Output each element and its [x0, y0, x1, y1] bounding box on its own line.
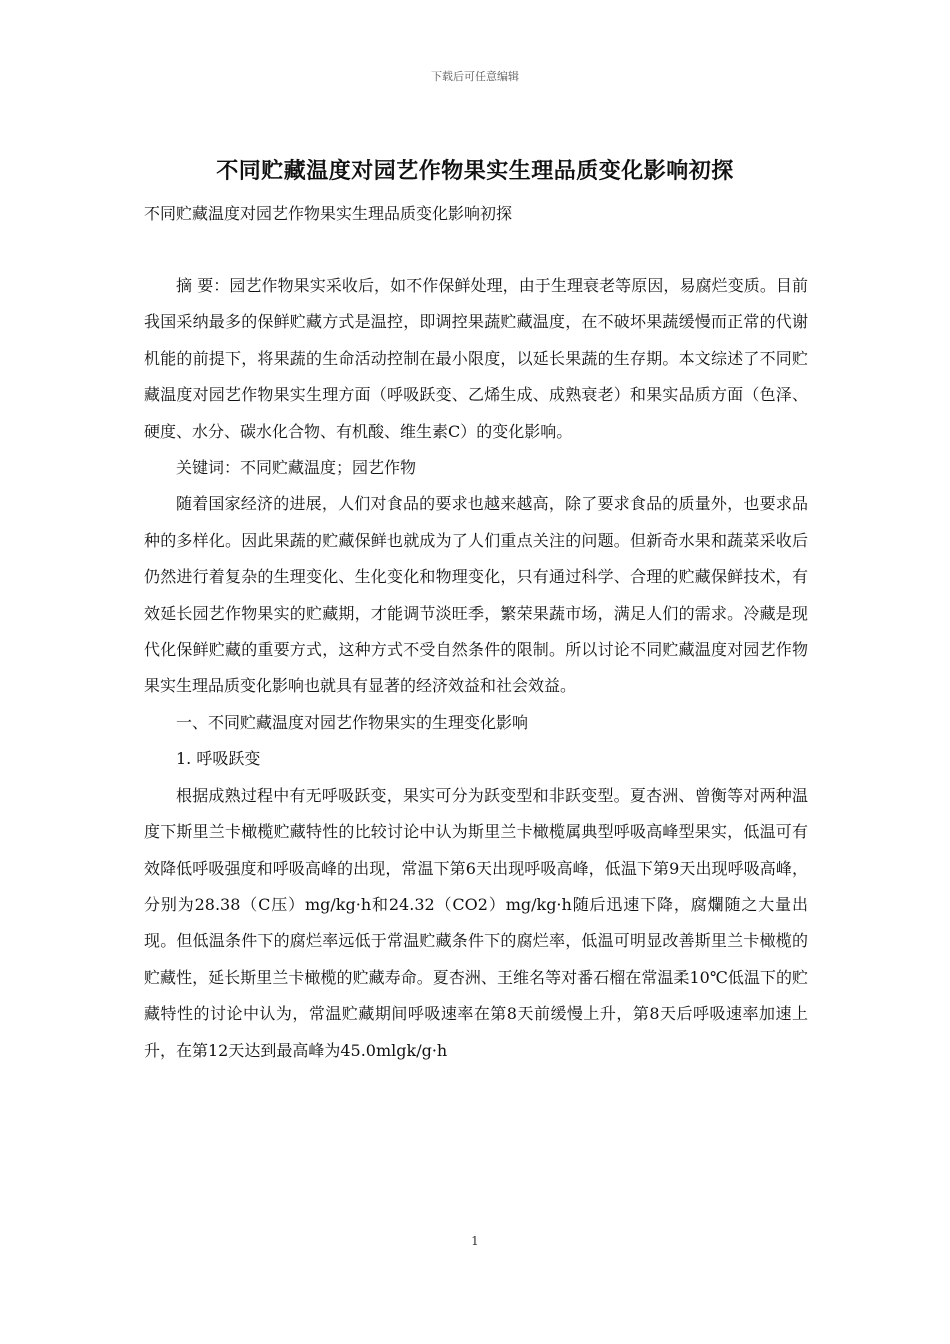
document-subtitle: 不同贮藏温度对园艺作物果实生理品质变化影响初探 [144, 204, 513, 223]
page-header-note: 下载后可任意编辑 [431, 70, 519, 83]
section-heading: 一、不同贮藏温度对园艺作物果实的生理变化影响 [176, 712, 529, 732]
respiration-paragraph: 根据成熟过程中有无呼吸跃变，果实可分为跃变型和非跃变型。夏杏洲、曾衡等对两种温度下斯里兰卡橄榄贮藏特性的比较讨论中认为斯里兰卡橄榄属典型呼吸高峰型果实，低温可有效降低呼吸强度和呼吸高峰的出现，常温下第6天出现呼吸高峰，低温下第9天出现呼吸高峰，分别为28.38（C压）mg/kg·h和24.32（CO2）mg/kg·h随后迅速下降，腐爛随之大量出现。但低温条件下的腐烂率远低于常温贮藏条件下的腐烂率，低温可明显改善斯里兰卡橄榄的贮藏性，延长斯里兰卡橄榄的贮藏寿命。夏杏洲、王维名等对番石榴在常温柔10℃低温下的贮藏特性的讨论中认为，常温贮藏期间呼吸速率在第8天前缓慢上升，第8天后呼吸速率加速上升，在第12天达到最高峰为45.0mlgk/g·h [144, 785, 808, 1060]
document-body [144, 268, 808, 1069]
abstract-paragraph: 摘 要：园艺作物果实采收后，如不作保鲜处理，由于生理衰老等原因，易腐烂变质。目前我国采纳最多的保鲜贮藏方式是温控，即调控果蔬贮藏温度，在不破坏果蔬缓慢而正常的代谢机能的前提下，将果蔬的生命活动控制在最小限度，以延长果蔬的生存期。本文综述了不同贮藏温度对园艺作物果实生理方面（呼吸跃变、乙烯生成、成熟衰老）和果实品质方面（色泽、硬度、水分、碳水化合物、有机酸、维生素C）的变化影响。 [144, 276, 808, 441]
page-number: 1 [471, 1234, 479, 1248]
document-title: 不同贮藏温度对园艺作物果实生理品质变化影响初探 [216, 158, 734, 184]
keywords-paragraph: 关键词：不同贮藏温度；园艺作物 [176, 458, 417, 478]
subsection-heading: 1. 呼吸跃变 [176, 749, 261, 769]
intro-paragraph: 随着国家经济的进展，人们对食品的要求也越来越高，除了要求食品的质量外，也要求品种的多样化。因此果蔬的贮藏保鲜也就成为了人们重点关注的问题。但新奇水果和蔬菜采收后仍然进行着复杂的生理变化、生化变化和物理变化，只有通过科学、合理的贮藏保鲜技术，有效延长园艺作物果实的贮藏期，才能调节淡旺季，繁荣果蔬市场，满足人们的需求。冷藏是现代化保鲜贮藏的重要方式，这种方式不受自然条件的限制。所以讨论不同贮藏温度对园艺作物果实生理品质变化影响也就具有显著的经济效益和社会效益。 [144, 494, 808, 696]
